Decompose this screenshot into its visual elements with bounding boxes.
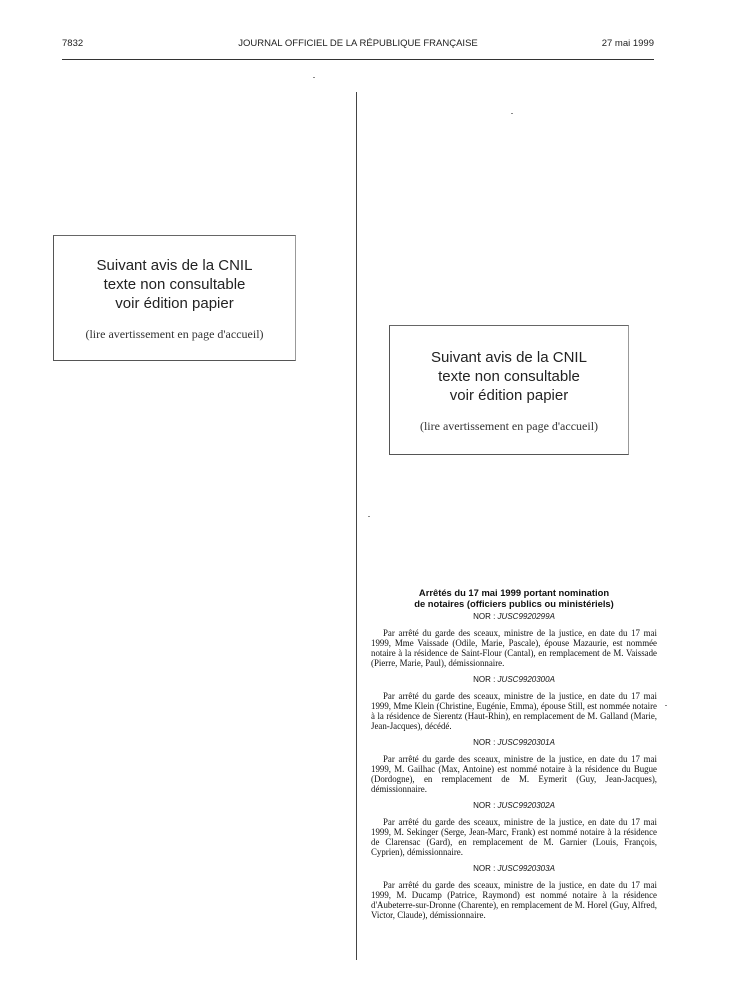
decree-text: Par arrêté du garde des sceaux, ministre de la justice, en date du 17 mai 1999, Mme Klein (Christine, Eugénie, Emma), épouse Still, est nommée notaire à la résidence de Sierentz (Haut-Rhin), en remplacement de M. Galland (Marie, Jean-Jacques), décédé. [371,691,657,731]
column-divider [356,92,357,960]
nor-code: JUSC9920302A [497,801,555,810]
nor-label: NOR : [473,675,496,684]
decrees-title-line2: de notaires (officiers publics ou ministériels) [414,597,614,609]
decree-entry [371,738,657,794]
decrees-title-line1: Arrêtés du 17 mai 1999 portant nomination [418,587,610,598]
scan-speck [368,516,370,517]
scan-speck [665,705,667,706]
cnil-notice-line: voir édition papier [449,387,569,404]
nor-label: NOR : [473,612,496,621]
journal-title: JOURNAL OFFICIEL DE LA RÉPUBLIQUE FRANÇAISE [238,38,478,49]
nor-label: NOR : [473,801,496,810]
issue-date: 27 mai 1999 [601,38,654,49]
scan-speck [511,113,513,114]
nor-reference [371,738,657,747]
cnil-notice-note: (lire avertissement en page d'accueil) [85,327,264,341]
nor-reference [371,801,657,810]
cnil-notice-line: Suivant avis de la CNIL [96,257,253,274]
cnil-notice-line: Suivant avis de la CNIL [431,349,587,366]
nor-code: JUSC9920299A [497,612,555,621]
header-rule [62,59,654,60]
decree-entry [371,612,657,668]
decree-entry [371,675,657,731]
decree-entry [371,864,657,920]
cnil-notice-box [53,235,296,361]
nor-label: NOR : [473,738,496,747]
decree-text: Par arrêté du garde des sceaux, ministre de la justice, en date du 17 mai 1999, M. Gailhac (Max, Antoine) est nommé notaire à la résidence du Bugue (Dordogne), en remplacement de M. Eymerit (Guy, Jean-Jacques), démissionnaire. [371,754,657,794]
nor-reference [371,612,657,621]
cnil-notice-note: (lire avertissement en page d'accueil) [419,419,599,433]
nor-reference [371,675,657,684]
decrees-section [371,588,657,927]
nor-label: NOR : [473,864,496,873]
nor-code: JUSC9920301A [497,738,555,747]
scan-speck [313,77,315,78]
decree-text: Par arrêté du garde des sceaux, ministre de la justice, en date du 17 mai 1999, Mme Vaissade (Odile, Marie, Pascale), épouse Mazaurie, est nommée notaire à la résidence de Saint-Flour (Cantal), en remplacement de M. Vaissade (Pierre, Marie, Paul), démissionnaire. [371,628,657,668]
cnil-notice-box [389,325,629,455]
cnil-notice-line: voir édition papier [115,295,234,312]
cnil-notice-lines [390,348,628,405]
page-number: 7832 [62,38,84,49]
nor-reference [371,864,657,873]
page-header [62,38,654,54]
nor-code: JUSC9920300A [497,675,555,684]
decree-text: Par arrêté du garde des sceaux, ministre de la justice, en date du 17 mai 1999, M. Ducamp (Patrice, Raymond) est nommé notaire à la résidence d'Aubeterre-sur-Dronne (Charente), en remplacement de M. Horel (Guy, Alfred, Victor, Claude), démissionnaire. [371,880,657,920]
cnil-notice-line: texte non consultable [438,368,580,385]
cnil-notice-line: texte non consultable [103,276,246,293]
decree-text: Par arrêté du garde des sceaux, ministre de la justice, en date du 17 mai 1999, M. Sekinger (Serge, Jean-Marc, Frank) est nommé notaire à la résidence de Clarensac (Gard), en remplacement de M. Garnier (Louis, François, Cyprien), démissionnaire. [371,817,657,857]
nor-code: JUSC9920303A [497,864,555,873]
decree-entry [371,801,657,857]
cnil-notice-lines [54,256,295,313]
